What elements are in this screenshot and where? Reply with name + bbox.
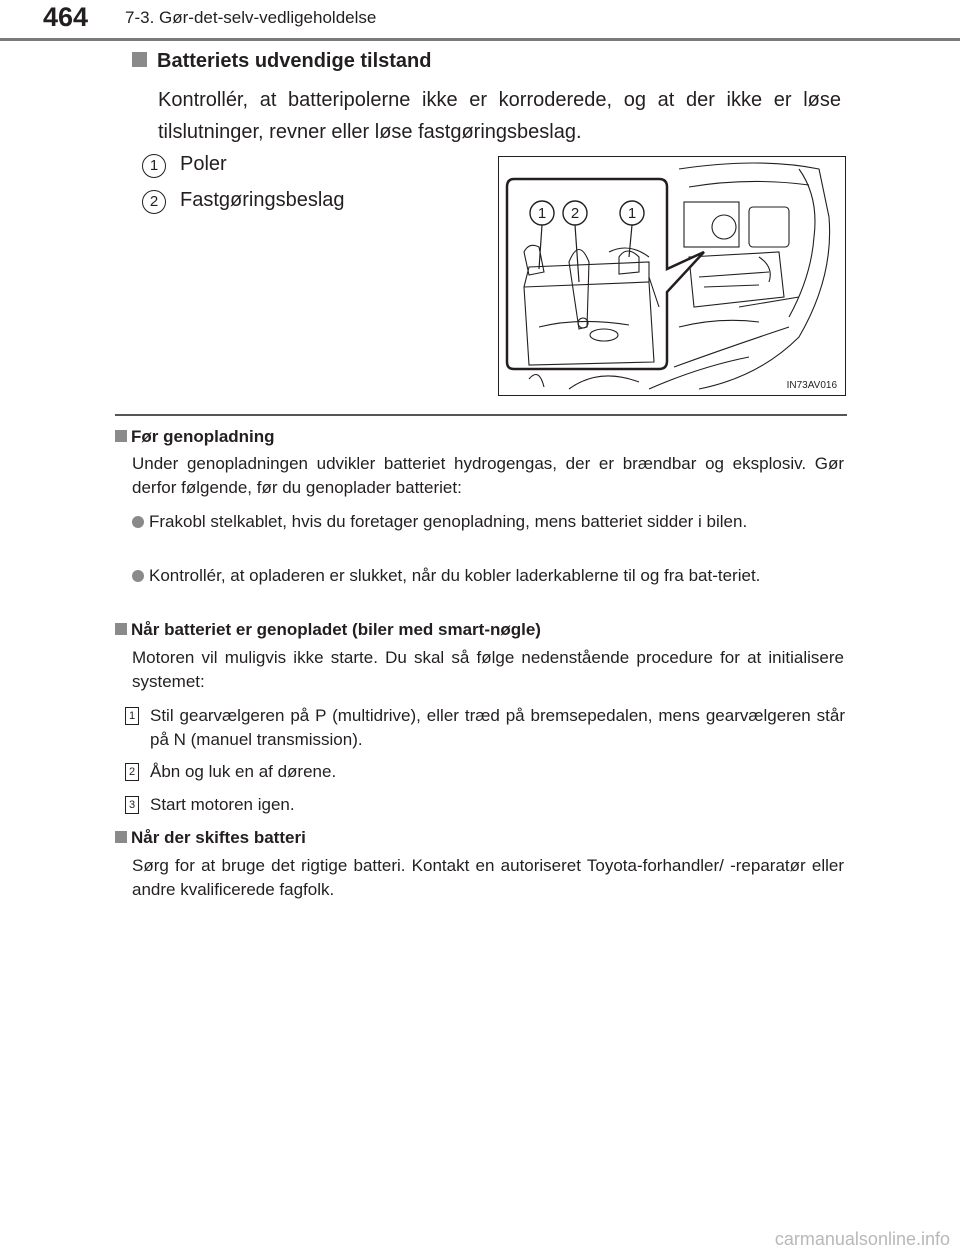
engine-bay-drawing: [499, 157, 844, 394]
battery-condition-text: Kontrollér, at batteripolerne ikke er korroderede, og at der ikke er løse tilslutninger, revner eller løse fastgøringsbeslag.: [158, 89, 841, 143]
section-divider: [115, 414, 847, 416]
battery-illustration: [498, 156, 846, 396]
step-text: Start motoren igen.: [150, 795, 295, 814]
step-text: Stil gearvælgeren på P (multidrive), eller træd på bremsepedalen, mens gearvælgeren står på N (manuel transmission).: [150, 706, 845, 749]
heading-text: Når batteriet er genopladet (biler med smart-nøgle): [131, 620, 541, 639]
heading-before-charging: [115, 427, 275, 447]
legend-label: Fastgøringsbeslag: [180, 189, 345, 211]
callout-label-pole: 1: [537, 205, 547, 222]
square-bullet-icon: [115, 831, 127, 843]
list-item-text: Kontrollér, at opladeren er slukket, når du kobler laderkablerne til og fra bat-teriet.: [149, 566, 761, 585]
replacing-text: Sørg for at bruge det rigtige batteri. Kontakt en autoriseret Toyota-forhandler/ -reparatør eller andre kvalificerede fagfolk.: [132, 856, 844, 899]
legend-item-poles: [142, 153, 227, 178]
chapter-title: 7-3. Gør-det-selv-vedligeholdelse: [125, 8, 377, 27]
header-divider: [0, 38, 960, 41]
heading-text: Før genopladning: [131, 427, 275, 446]
section-heading-battery-condition: [132, 50, 432, 73]
page-number: 464: [43, 2, 89, 32]
step-number-box: 2: [125, 763, 139, 781]
callout-label-pole: 1: [627, 205, 637, 222]
step-number-box: 1: [125, 707, 139, 725]
step-text: Åbn og luk en af dørene.: [150, 762, 337, 781]
section-heading-text: Batteriets udvendige tilstand: [157, 50, 432, 72]
legend-item-brackets: [142, 189, 345, 214]
circled-number-1: 1: [142, 154, 166, 178]
heading-text: Når der skiftes batteri: [131, 828, 306, 847]
watermark: carmanualsonline.info: [774, 1229, 950, 1249]
heading-replacing-battery: [115, 828, 306, 848]
circled-number-2: 2: [142, 190, 166, 214]
square-bullet-icon: [115, 623, 127, 635]
round-bullet-icon: [132, 570, 144, 582]
before-charging-text: Under genopladningen udvikler batteriet hydrogengas, der er brændbar og eksplosiv. Gør derfor følgende, før du genoplader batteriet:: [132, 454, 844, 497]
list-item-text: Frakobl stelkablet, hvis du foretager genopladning, mens batteriet sidder i bilen.: [149, 512, 748, 531]
step-number-box: 3: [125, 796, 139, 814]
legend-label: Poler: [180, 153, 227, 175]
square-bullet-icon: [132, 52, 147, 67]
after-charging-text: Motoren vil muligvis ikke starte. Du skal så følge nedenstående procedure for at initialisere systemet:: [132, 648, 844, 691]
heading-after-charging: [115, 620, 541, 640]
callout-label-bracket: 2: [570, 205, 580, 222]
round-bullet-icon: [132, 516, 144, 528]
square-bullet-icon: [115, 430, 127, 442]
figure-code: IN73AV016: [786, 380, 837, 391]
